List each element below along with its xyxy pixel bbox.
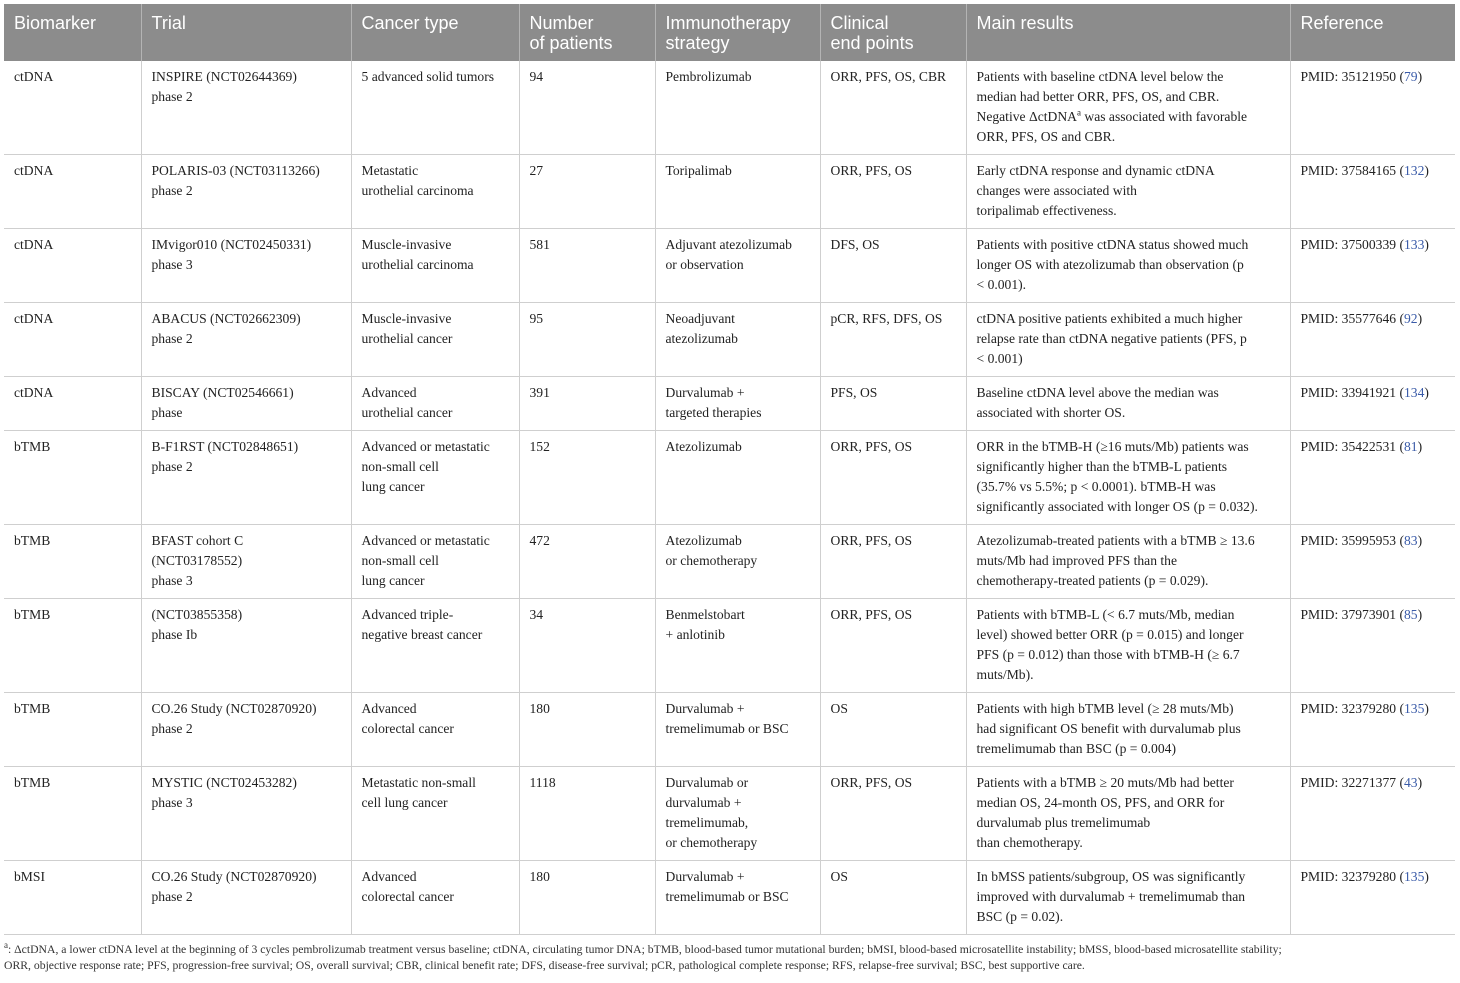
cell-main-results: Patients with a bTMB ≥ 20 muts/Mb had better median OS, 24-month OS, PFS, and ORR for durvalumab plus tremelimumab than chemotherapy. [966,767,1290,861]
cell-immunotherapy-strategy: Adjuvant atezolizumab or observation [655,229,820,303]
cell-reference: PMID: 32271377 (43) [1290,767,1455,861]
header-immunotherapy-strategy: Immunotherapy strategy [655,4,820,61]
cell-cancer-type: Advanced or metastatic non-small cell lung cancer [351,525,519,599]
cell-clinical-end-points: ORR, PFS, OS [820,155,966,229]
cell-clinical-end-points: ORR, PFS, OS [820,525,966,599]
reference-link[interactable]: 133 [1403,237,1425,252]
reference-link[interactable]: 92 [1403,311,1418,326]
footnote-line-1: $^a$: ΔctDNA, a lower ctDNA level at the beginning of 3 cycles pembrolizumab treatment versus baseline; ctDNA, circulating tumor DNA; bTMB, blood-based tumor mutational burden; bMSI, blood-based microsatellite instability; bMSS, blood-based microsatellite stability; [4,940,1282,956]
cell-trial: BFAST cohort C (NCT03178552) phase 3 [141,525,351,599]
table-header-row [4,4,1455,61]
cell-reference: PMID: 37584165 (132) [1290,155,1455,229]
cell-biomarker: ctDNA [4,229,141,303]
cell-number-of-patients: 27 [519,155,655,229]
cell-number-of-patients: 581 [519,229,655,303]
reference-link[interactable]: 83 [1403,533,1418,548]
cell-cancer-type: Metastatic non-small cell lung cancer [351,767,519,861]
cell-reference: PMID: 35995953 (83) [1290,525,1455,599]
cell-clinical-end-points: ORR, PFS, OS [820,431,966,525]
cell-biomarker: bTMB [4,767,141,861]
table-row [4,431,1455,525]
reference-link[interactable]: 81 [1403,439,1418,454]
cell-biomarker: bTMB [4,599,141,693]
table-row [4,599,1455,693]
cell-cancer-type: Advanced colorectal cancer [351,693,519,767]
cell-number-of-patients: 152 [519,431,655,525]
reference-link[interactable]: 85 [1403,607,1418,622]
cell-main-results: ORR in the bTMB-H (≥16 muts/Mb) patients was significantly higher than the bTMB-L patients (35.7% vs 5.5%; p < 0.0001). bTMB-H was significantly associated with longer OS (p = 0.032). [966,431,1290,525]
cell-clinical-end-points: pCR, RFS, DFS, OS [820,303,966,377]
cell-trial: CO.26 Study (NCT02870920) phase 2 [141,861,351,935]
cell-reference: PMID: 32379280 (135) [1290,861,1455,935]
reference-link[interactable]: 135 [1403,869,1425,884]
cell-number-of-patients: 94 [519,61,655,155]
table-row [4,61,1455,155]
table-row [4,303,1455,377]
cell-cancer-type: Advanced colorectal cancer [351,861,519,935]
cell-trial: (NCT03855358) phase Ib [141,599,351,693]
table-row [4,377,1455,431]
cell-trial: BISCAY (NCT02546661) phase [141,377,351,431]
cell-biomarker: bTMB [4,693,141,767]
cell-cancer-type: Advanced urothelial cancer [351,377,519,431]
cell-trial: POLARIS-03 (NCT03113266) phase 2 [141,155,351,229]
cell-biomarker: bTMB [4,431,141,525]
cell-main-results: Atezolizumab-treated patients with a bTMB ≥ 13.6 muts/Mb had improved PFS than the chemotherapy-treated patients (p = 0.029). [966,525,1290,599]
cell-immunotherapy-strategy: Toripalimab [655,155,820,229]
cell-immunotherapy-strategy: Durvalumab + tremelimumab or BSC [655,861,820,935]
cell-trial: IMvigor010 (NCT02450331) phase 3 [141,229,351,303]
cell-reference: PMID: 35577646 (92) [1290,303,1455,377]
cell-immunotherapy-strategy: Durvalumab or durvalumab + tremelimumab, or chemotherapy [655,767,820,861]
reference-link[interactable]: 132 [1403,163,1425,178]
cell-cancer-type: Advanced triple- negative breast cancer [351,599,519,693]
cell-number-of-patients: 391 [519,377,655,431]
cell-main-results: Patients with bTMB-L (< 6.7 muts/Mb, median level) showed better ORR (p = 0.015) and longer PFS (p = 0.012) than those with bTMB-H (≥ 6.7 muts/Mb). [966,599,1290,693]
cell-clinical-end-points: OS [820,861,966,935]
cell-reference: PMID: 35121950 (79) [1290,61,1455,155]
cell-main-results: Patients with baseline ctDNA level below the median had better ORR, PFS, OS, and CBR. Negative ΔctDNA$^a$ was associated with favorable ORR, PFS, OS and CBR. [966,61,1290,155]
table-row [4,229,1455,303]
table-container [4,4,1455,935]
cell-clinical-end-points: ORR, PFS, OS [820,599,966,693]
cell-number-of-patients: 472 [519,525,655,599]
cell-cancer-type: Advanced or metastatic non-small cell lung cancer [351,431,519,525]
header-number-of-patients: Number of patients [519,4,655,61]
table-row [4,525,1455,599]
cell-reference: PMID: 37973901 (85) [1290,599,1455,693]
cell-main-results: In bMSS patients/subgroup, OS was significantly improved with durvalumab + tremelimumab than BSC (p = 0.02). [966,861,1290,935]
cell-immunotherapy-strategy: Atezolizumab [655,431,820,525]
cell-clinical-end-points: DFS, OS [820,229,966,303]
cell-main-results: Patients with high bTMB level (≥ 28 muts/Mb) had significant OS benefit with durvalumab plus tremelimumab than BSC (p = 0.004) [966,693,1290,767]
cell-biomarker: ctDNA [4,61,141,155]
reference-link[interactable]: 135 [1403,701,1425,716]
cell-immunotherapy-strategy: Durvalumab + tremelimumab or BSC [655,693,820,767]
cell-trial: ABACUS (NCT02662309) phase 2 [141,303,351,377]
table-footnote [4,942,1455,974]
cell-number-of-patients: 95 [519,303,655,377]
cell-trial: INSPIRE (NCT02644369) phase 2 [141,61,351,155]
footnote-line-2: ORR, objective response rate; PFS, progression-free survival; OS, overall survival; CBR, clinical benefit rate; DFS, disease-free survival; pCR, pathological complete response; RFS, relapse-free survival; BSC, best supportive care. [4,959,1085,972]
cell-biomarker: ctDNA [4,377,141,431]
cell-reference: PMID: 33941921 (134) [1290,377,1455,431]
cell-trial: CO.26 Study (NCT02870920) phase 2 [141,693,351,767]
cell-immunotherapy-strategy: Benmelstobart + anlotinib [655,599,820,693]
cell-cancer-type: Muscle-invasive urothelial carcinoma [351,229,519,303]
table-row [4,693,1455,767]
cell-immunotherapy-strategy: Durvalumab + targeted therapies [655,377,820,431]
table-body [4,61,1455,935]
header-main-results: Main results [966,4,1290,61]
header-biomarker: Biomarker [4,4,141,61]
cell-biomarker: bTMB [4,525,141,599]
reference-link[interactable]: 79 [1403,69,1418,84]
cell-biomarker: bMSI [4,861,141,935]
cell-reference: PMID: 35422531 (81) [1290,431,1455,525]
header-clinical-end-points: Clinical end points [820,4,966,61]
cell-immunotherapy-strategy: Neoadjuvant atezolizumab [655,303,820,377]
cell-reference: PMID: 37500339 (133) [1290,229,1455,303]
cell-immunotherapy-strategy: Atezolizumab or chemotherapy [655,525,820,599]
cell-clinical-end-points: PFS, OS [820,377,966,431]
cell-number-of-patients: 180 [519,693,655,767]
cell-biomarker: ctDNA [4,155,141,229]
cell-main-results: ctDNA positive patients exhibited a much higher relapse rate than ctDNA negative patients (PFS, p < 0.001) [966,303,1290,377]
cell-cancer-type: 5 advanced solid tumors [351,61,519,155]
cell-clinical-end-points: ORR, PFS, OS, CBR [820,61,966,155]
table-row [4,155,1455,229]
cell-main-results: Early ctDNA response and dynamic ctDNA changes were associated with toripalimab effectiveness. [966,155,1290,229]
cell-clinical-end-points: ORR, PFS, OS [820,767,966,861]
cell-number-of-patients: 1118 [519,767,655,861]
cell-biomarker: ctDNA [4,303,141,377]
cell-number-of-patients: 180 [519,861,655,935]
cell-trial: MYSTIC (NCT02453282) phase 3 [141,767,351,861]
header-cancer-type: Cancer type [351,4,519,61]
reference-link[interactable]: 134 [1403,385,1425,400]
cell-trial: B-F1RST (NCT02848651) phase 2 [141,431,351,525]
cell-clinical-end-points: OS [820,693,966,767]
footnote-marker: a [4,940,8,951]
cell-number-of-patients: 34 [519,599,655,693]
table-row [4,861,1455,935]
cell-cancer-type: Metastatic urothelial carcinoma [351,155,519,229]
biomarker-trials-table [4,4,1455,935]
table-row [4,767,1455,861]
header-reference: Reference [1290,4,1455,61]
cell-cancer-type: Muscle-invasive urothelial cancer [351,303,519,377]
reference-link[interactable]: 43 [1403,775,1418,790]
header-trial: Trial [141,4,351,61]
cell-reference: PMID: 32379280 (135) [1290,693,1455,767]
cell-main-results: Patients with positive ctDNA status showed much longer OS with atezolizumab than observation (p < 0.001). [966,229,1290,303]
cell-immunotherapy-strategy: Pembrolizumab [655,61,820,155]
cell-main-results: Baseline ctDNA level above the median was associated with shorter OS. [966,377,1290,431]
